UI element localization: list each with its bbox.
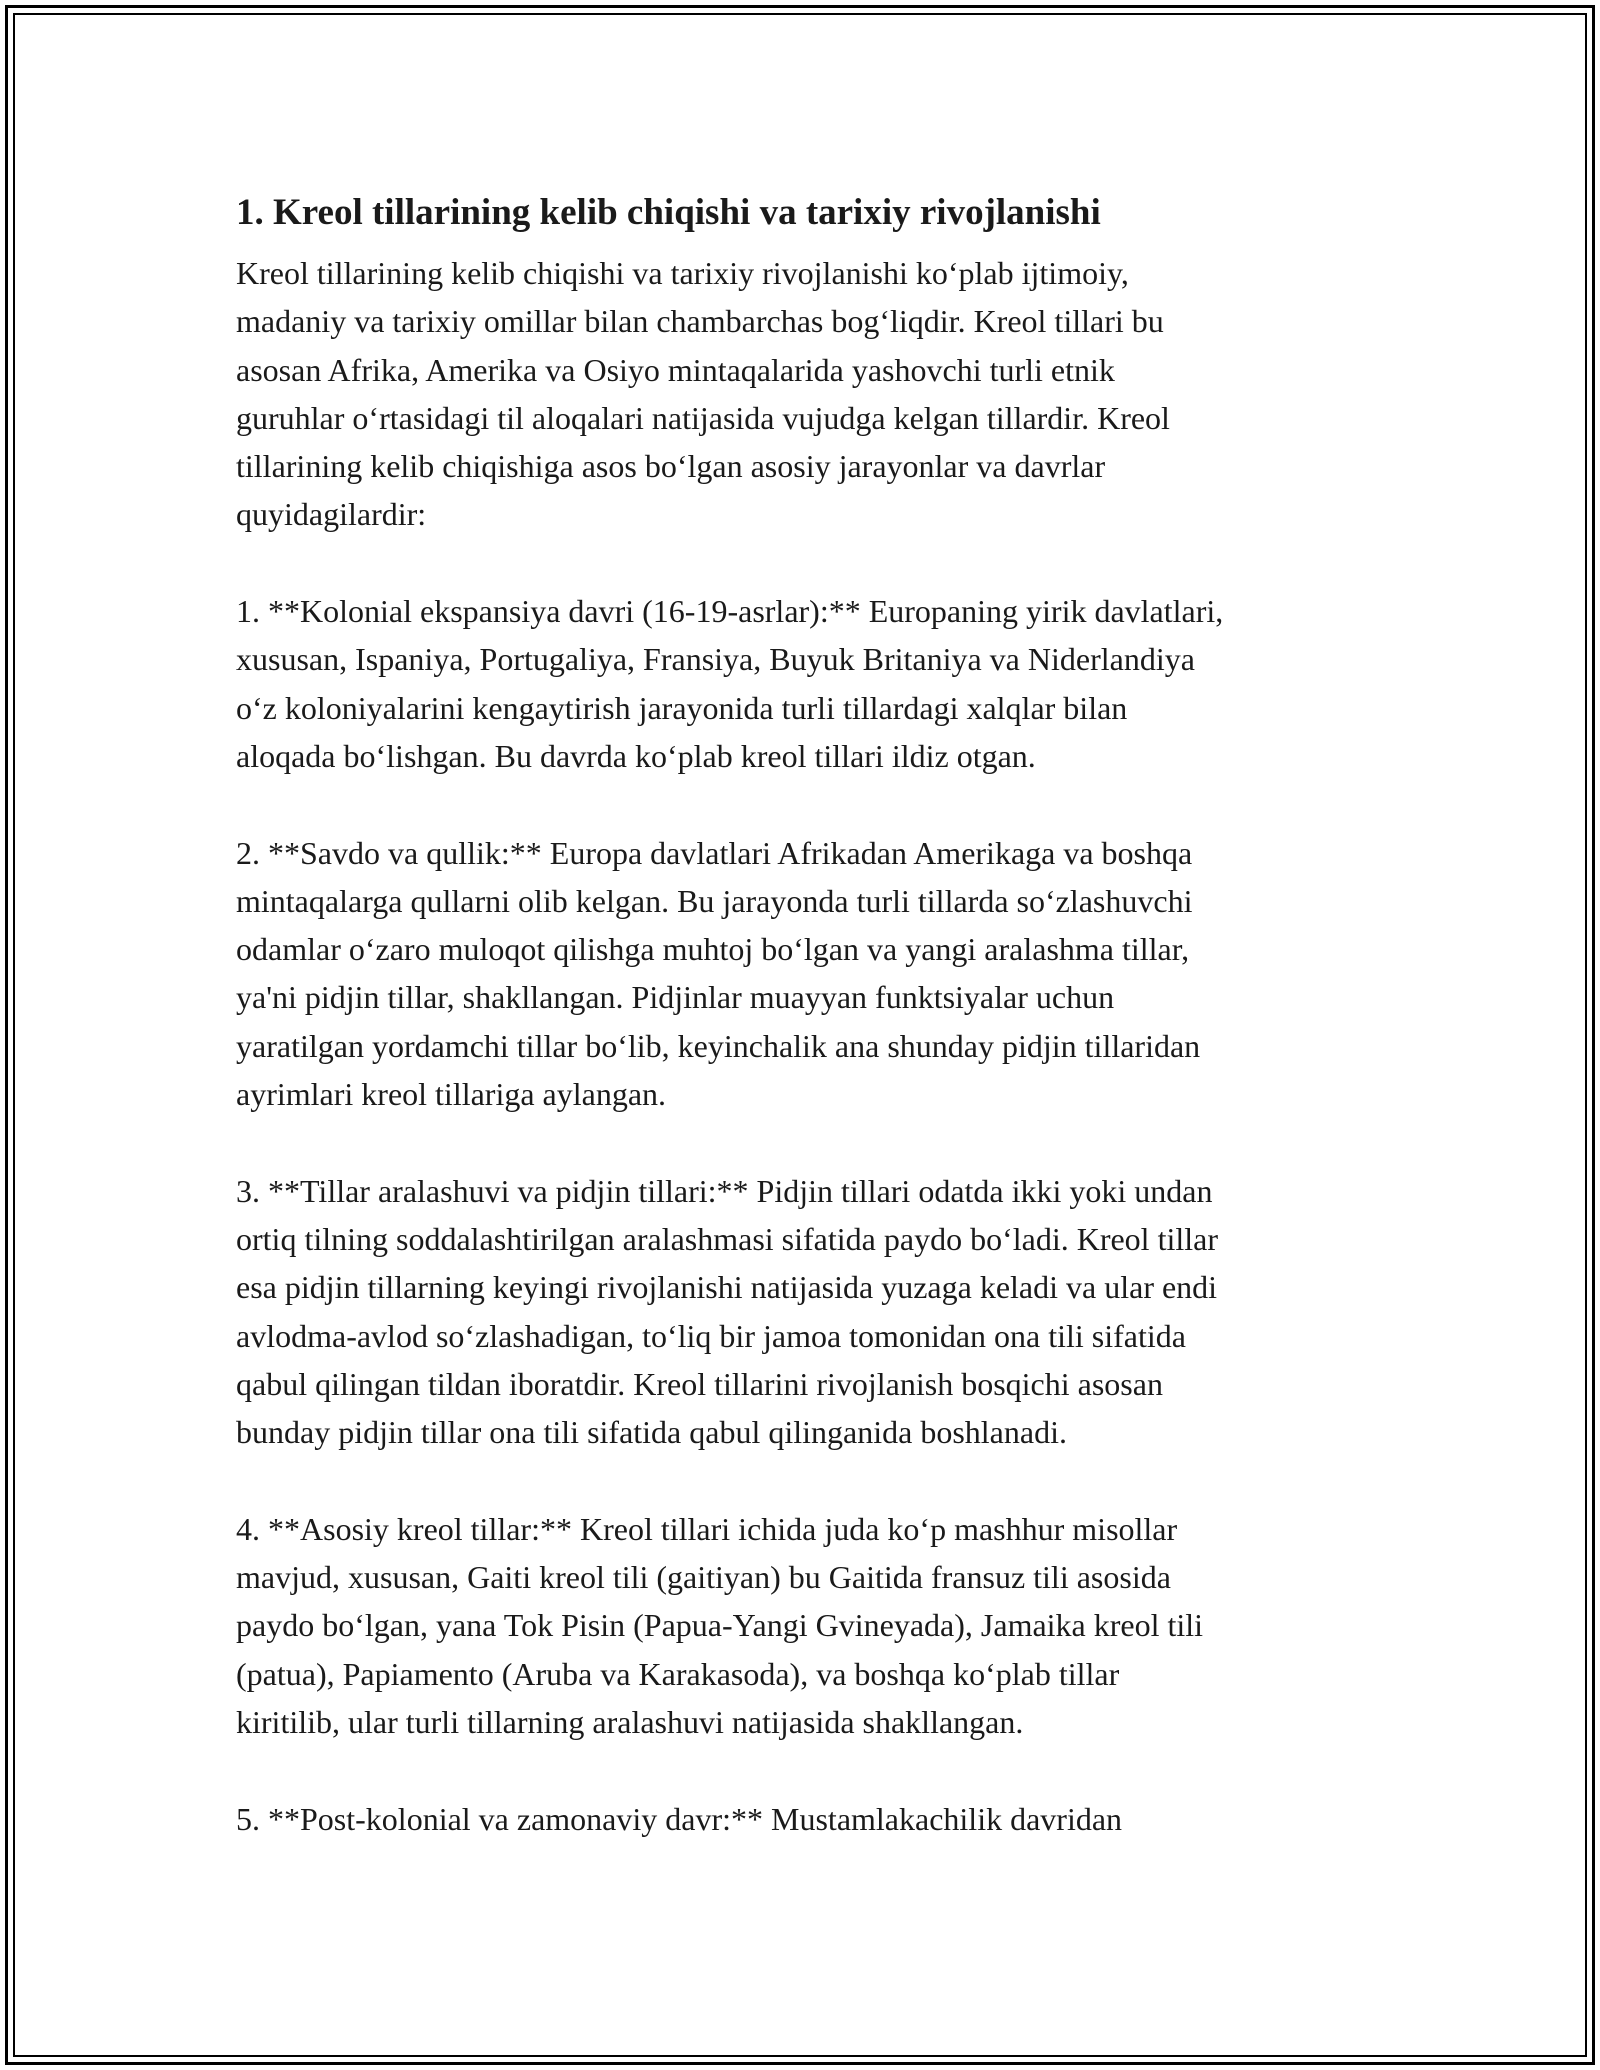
list-item-4 [236, 1505, 1376, 1746]
text-line: 3. **Tillar aralashuvi va pidjin tillari:** Pidjin tillari odatda ikki yoki undan [236, 1172, 1213, 1209]
text-line: 4. **Asosiy kreol tillar:** Kreol tillari ichida juda ko‘p mashhur misollar [236, 1510, 1178, 1547]
text-line: quyidagilardir: [236, 496, 427, 533]
list-item-2 [236, 829, 1376, 1119]
text-line: 1. **Kolonial ekspansiya davri (16-19-asrlar):** Europaning yirik davlatlari, [236, 593, 1224, 630]
list-item-3 [236, 1167, 1376, 1457]
text-line: o‘z koloniyalarini kengaytirish jarayonida turli tillardagi xalqlar bilan [236, 689, 1128, 726]
text-line: tillarining kelib chiqishiga asos bo‘lgan asosiy jarayonlar va davrlar [236, 448, 1106, 485]
text-line: mavjud, xususan, Gaiti kreol tili (gaitiyan) bu Gaitida fransuz tili asosida [236, 1559, 1171, 1596]
text-line: ya'ni pidjin tillar, shakllangan. Pidjinlar muayyan funktsiyalar uchun [236, 979, 1115, 1016]
text-line: ayrimlari kreol tillariga aylangan. [236, 1076, 667, 1113]
text-line: qabul qilingan tildan iboratdir. Kreol tillarini rivojlanish bosqichi asosan [236, 1365, 1163, 1402]
text-line: bunday pidjin tillar ona tili sifatida qabul qilinganida boshlanadi. [236, 1414, 1067, 1451]
text-line: asosan Afrika, Amerika va Osiyo mintaqalarida yashovchi turli etnik [236, 351, 1115, 388]
text-line: esa pidjin tillarning keyingi rivojlanishi natijasida yuzaga keladi va ular endi [236, 1269, 1218, 1306]
document-body [236, 186, 1376, 1843]
text-line: Kreol tillarining kelib chiqishi va tarixiy rivojlanishi ko‘plab ijtimoiy, [236, 255, 1129, 291]
list-item-5 [236, 1795, 1376, 1843]
text-line: madaniy va tarixiy omillar bilan chambarchas bog‘liqdir. Kreol tillari bu [236, 303, 1164, 340]
text-line: 2. **Savdo va qullik:** Europa davlatlari Afrikadan Amerikaga va boshqa [236, 834, 1193, 871]
text-line: avlodma-avlod so‘zlashadigan, to‘liq bir jamoa tomonidan ona tili sifatida [236, 1317, 1186, 1354]
list-item-1 [236, 587, 1376, 780]
text-line: kiritilib, ular turli tillarning aralashuvi natijasida shakllangan. [236, 1703, 1024, 1740]
text-line: mintaqalarga qullarni olib kelgan. Bu jarayonda turli tillarda so‘zlashuvchi [236, 882, 1193, 919]
text-line: xususan, Ispaniya, Portugaliya, Fransiya, Buyuk Britaniya va Niderlandiya [236, 641, 1195, 678]
text-line: guruhlar o‘rtasidagi til aloqalari natijasida vujudga kelgan tillardir. Kreol [236, 399, 1170, 436]
text-line: ortiq tilning soddalashtirilgan aralashmasi sifatida paydo bo‘ladi. Kreol tillar [236, 1220, 1218, 1257]
text-line: aloqada bo‘lishgan. Bu davrda ko‘plab kreol tillari ildiz otgan. [236, 737, 1036, 774]
text-line: yaratilgan yordamchi tillar bo‘lib, keyinchalik ana shunday pidjin tillaridan [236, 1027, 1201, 1064]
text-line: (patua), Papiamento (Aruba va Karakasoda), va boshqa ko‘plab tillar [236, 1655, 1120, 1692]
text-line: 5. **Post-kolonial va zamonaviy davr:** Mustamlakachilik davridan [236, 1800, 1123, 1837]
section-heading: 1. Kreol tillarining kelib chiqishi va tarixiy rivojlanishi [236, 192, 1101, 233]
intro-paragraph [236, 249, 1376, 539]
text-line: odamlar o‘zaro muloqot qilishga muhtoj bo‘lgan va yangi aralashma tillar, [236, 931, 1190, 968]
text-line: paydo bo‘lgan, yana Tok Pisin (Papua-Yangi Gvineyada), Jamaika kreol tili [236, 1607, 1204, 1644]
